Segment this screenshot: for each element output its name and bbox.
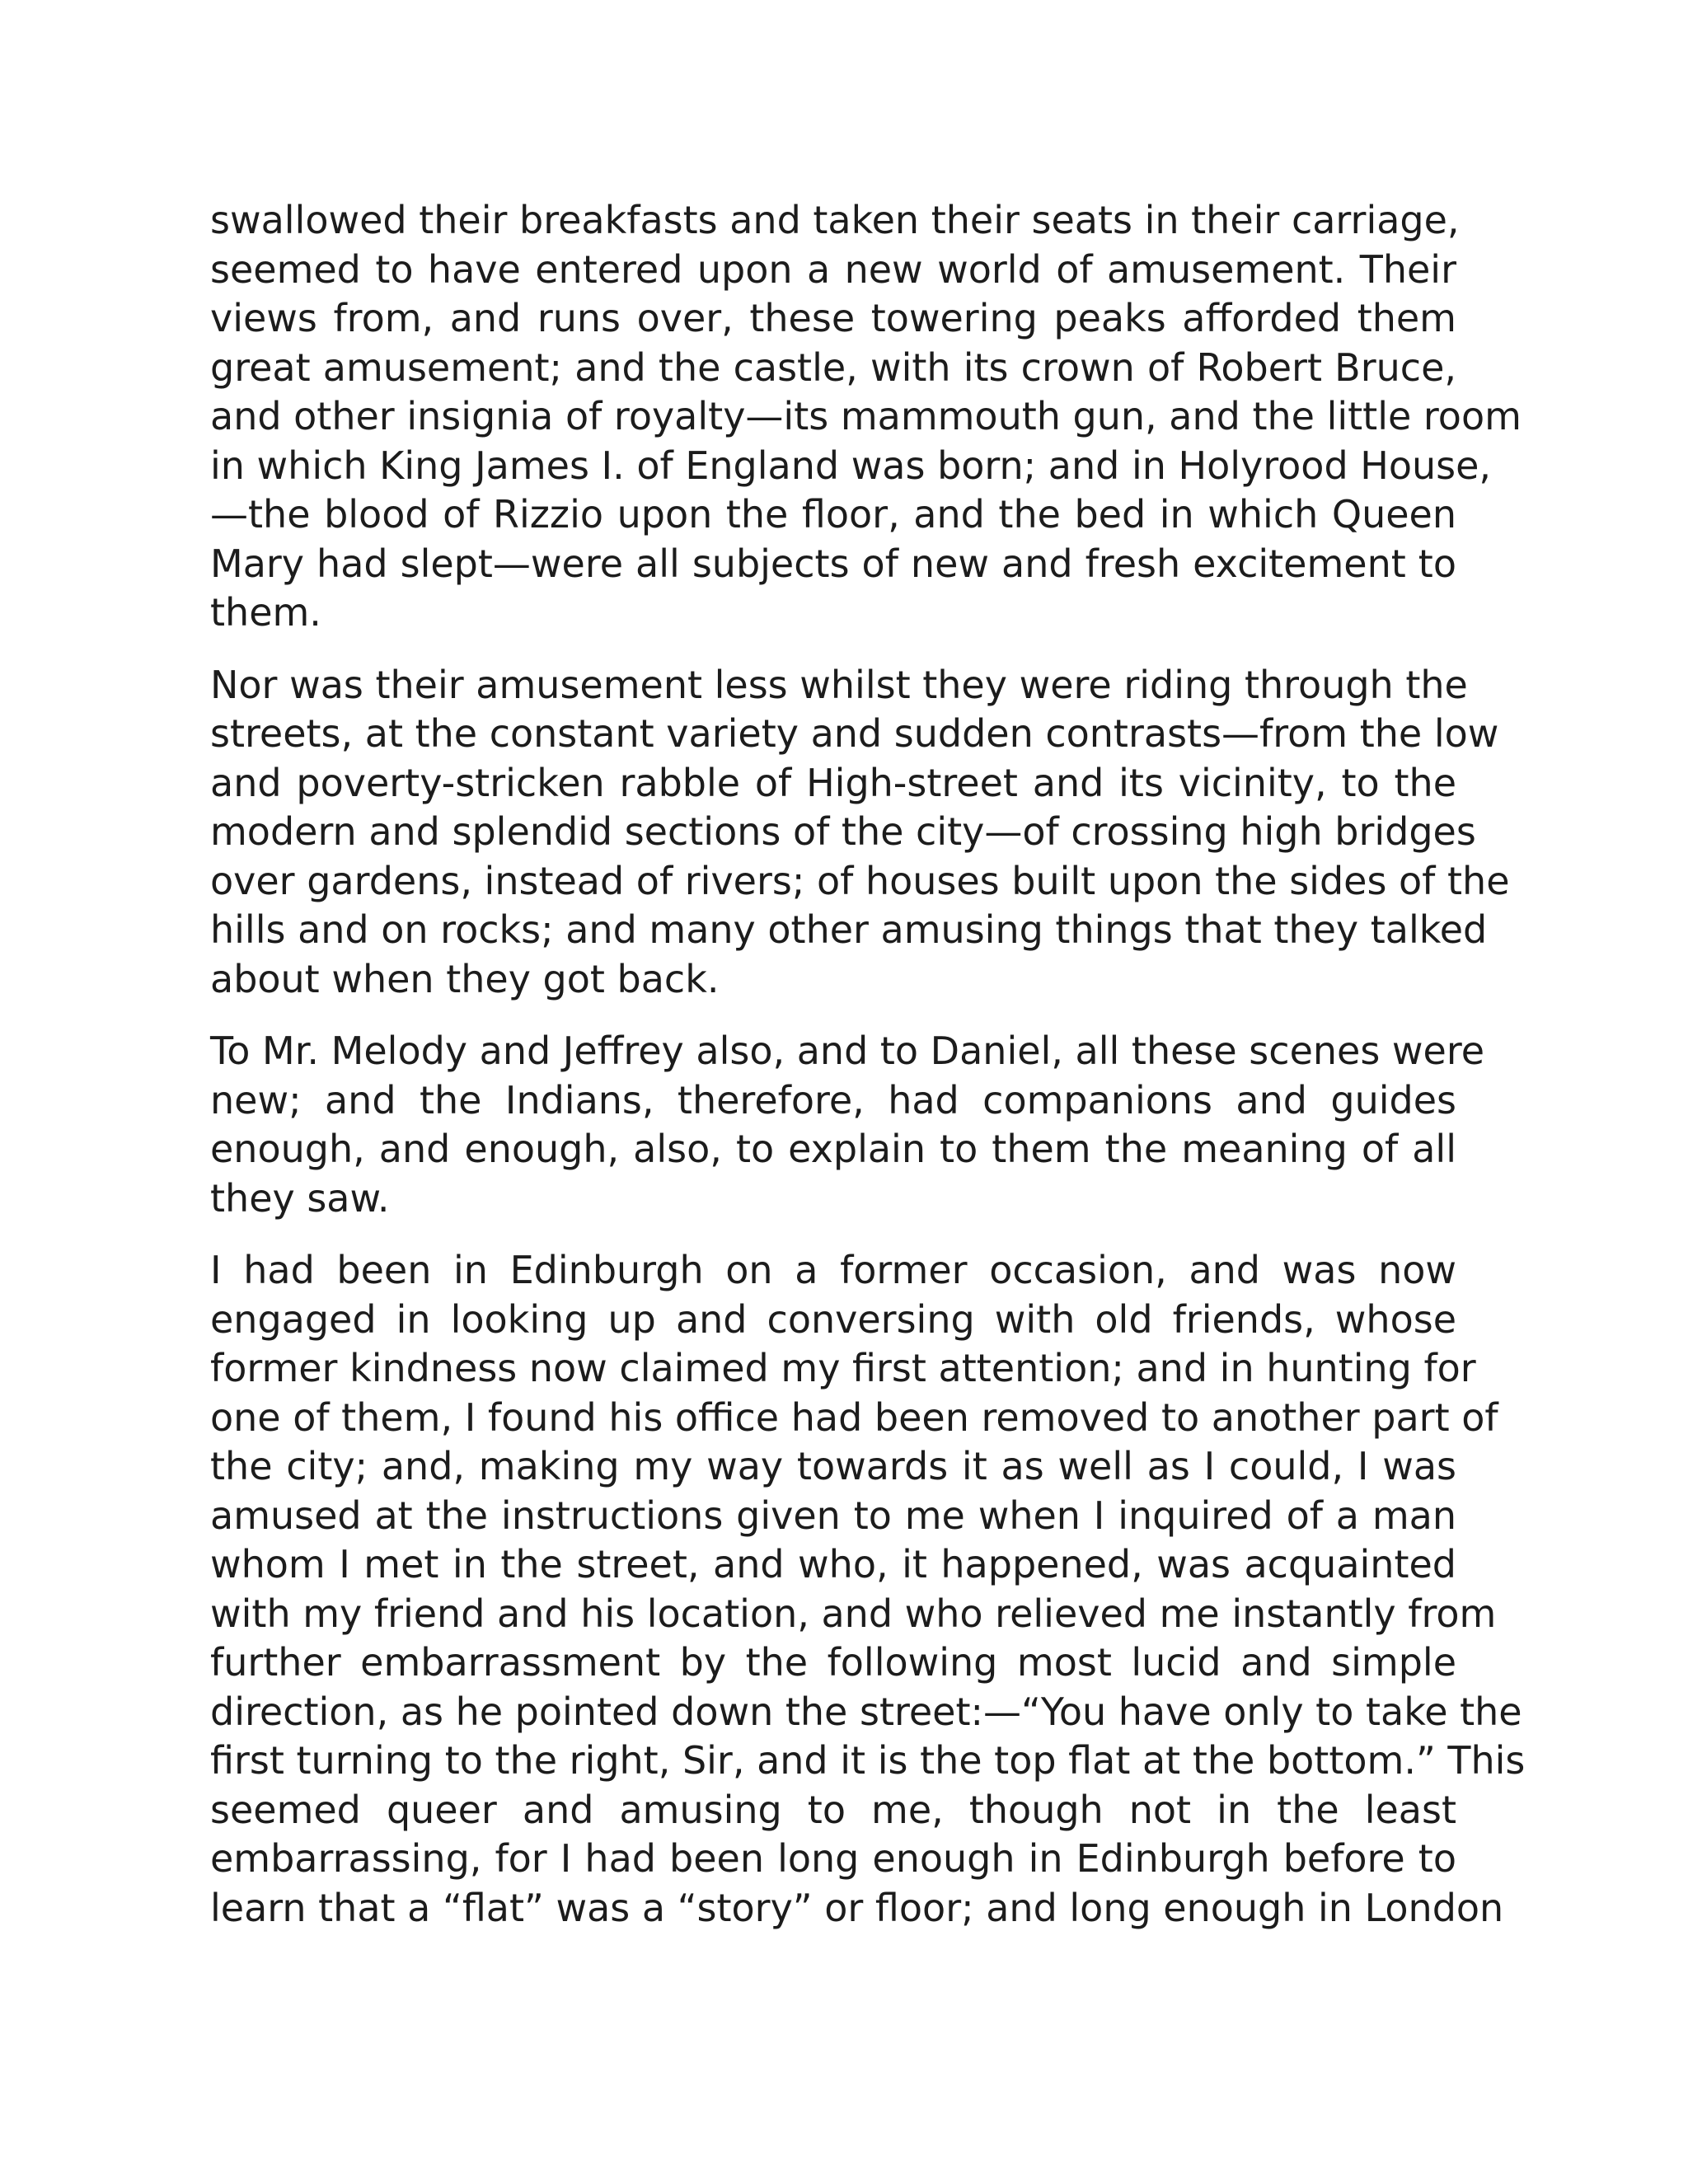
text-line: direction, as he pointed down the street:—“You have only to take the	[210, 1689, 1522, 1734]
text-line: Mary had slept—were all subjects of new and fresh excitement to	[210, 541, 1456, 586]
text-line: with my friend and his location, and who relieved me instantly from	[210, 1591, 1497, 1636]
paragraph-4	[210, 1246, 1526, 1933]
text-line: whom I met in the street, and who, it happened, was acquainted	[210, 1542, 1456, 1586]
text-line: and other insignia of royalty—its mammouth gun, and the little room	[210, 394, 1522, 438]
text-line: seemed queer and amusing to me, though not in the least	[210, 1787, 1456, 1832]
text-line: former kindness now claimed my first attention; and in hunting for	[210, 1346, 1476, 1390]
text-line: To Mr. Melody and Jeffrey also, and to Daniel, all these scenes were	[210, 1029, 1485, 1073]
text-line: learn that a “flat” was a “story” or floor; and long enough in London	[210, 1885, 1504, 1930]
text-line: embarrassing, for I had been long enough in Edinburgh before to	[210, 1836, 1456, 1881]
text-line: over gardens, instead of rivers; of houses built upon the sides of the	[210, 858, 1510, 903]
text-line: views from, and runs over, these towering peaks afforded them	[210, 296, 1456, 340]
text-line: about when they got back.	[210, 956, 720, 1001]
text-line: further embarrassment by the following most lucid and simple	[210, 1640, 1456, 1685]
text-line: them.	[210, 590, 321, 635]
paragraph-3	[210, 1027, 1485, 1223]
body-text	[210, 196, 1526, 1956]
text-line: seemed to have entered upon a new world of amusement. Their	[210, 246, 1456, 292]
text-line: and poverty-stricken rabble of High-street and its vicinity, to the	[210, 760, 1456, 805]
text-line: they saw.	[210, 1175, 390, 1221]
text-line: amused at the instructions given to me when I inquired of a man	[210, 1493, 1456, 1538]
text-line: in which King James I. of England was born; and in Holyrood House,	[210, 443, 1492, 488]
text-line: engaged in looking up and conversing with old friends, whose	[210, 1296, 1456, 1342]
text-line: I had been in Edinburgh on a former occasion, and was now	[210, 1248, 1456, 1292]
text-line: the city; and, making my way towards it as well as I could, I was	[210, 1444, 1456, 1488]
text-line: first turning to the right, Sir, and it is the top flat at the bottom.” This	[210, 1738, 1526, 1783]
text-line: swallowed their breakfasts and taken their seats in their carriage,	[210, 198, 1460, 242]
paragraph-1	[210, 196, 1522, 638]
text-line: new; and the Indians, therefore, had companions and guides	[210, 1077, 1456, 1122]
text-line: hills and on rocks; and many other amusing things that they talked	[210, 907, 1488, 952]
text-line: modern and splendid sections of the city—of crossing high bridges	[210, 809, 1476, 854]
text-line: enough, and enough, also, to explain to them the meaning of all	[210, 1127, 1456, 1171]
text-line: great amusement; and the castle, with its crown of Robert Bruce,	[210, 344, 1456, 390]
paragraph-2	[210, 661, 1510, 1005]
text-line: streets, at the constant variety and sudden contrasts—from the low	[210, 711, 1499, 756]
text-line: Nor was their amusement less whilst they were riding through the	[210, 662, 1468, 707]
text-line: —the blood of Rizzio upon the floor, and the bed in which Queen	[210, 492, 1456, 537]
text-line: one of them, I found his office had been removed to another part of	[210, 1394, 1498, 1440]
